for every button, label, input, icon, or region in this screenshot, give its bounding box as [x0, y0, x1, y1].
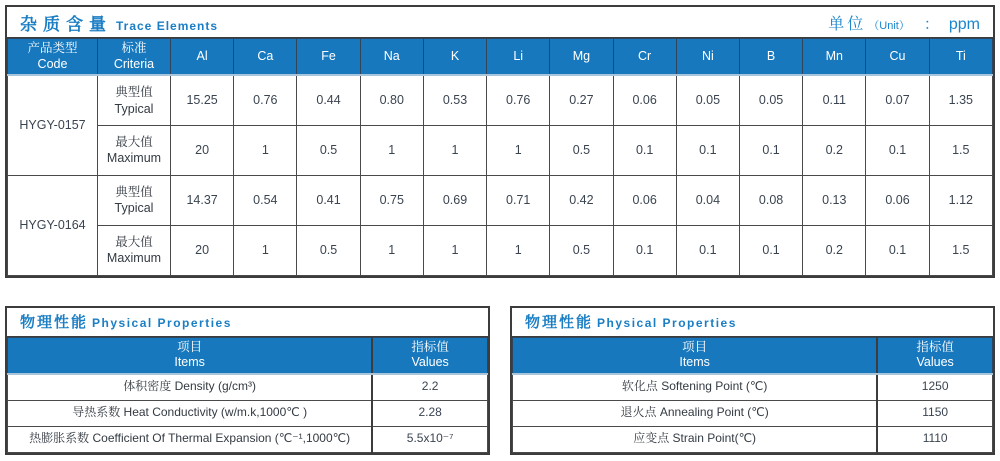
- phys-header-row: [8, 337, 488, 374]
- unit-value: ppm: [948, 15, 980, 33]
- physical-left-table: [7, 337, 488, 453]
- criteria-maximum-en: Maximum: [106, 251, 162, 266]
- col-header-element: Cr: [613, 39, 676, 76]
- table-row: [8, 426, 488, 452]
- trace-value-cell: 1: [487, 225, 550, 275]
- criteria-maximum-zh: 最大值: [115, 135, 153, 149]
- col-header-values-zh: 指标值: [411, 339, 449, 354]
- col-header-code-zh: 产品类型: [27, 41, 78, 55]
- col-header-items: [513, 337, 878, 374]
- col-header-code: [8, 39, 98, 76]
- trace-value-cell: 0.5: [297, 125, 360, 175]
- physical-right-table: [512, 337, 993, 453]
- col-header-criteria-zh: 标准: [121, 41, 147, 55]
- trace-value-cell: 0.1: [739, 125, 802, 175]
- criteria-typical-en: Typical: [114, 101, 154, 116]
- property-value-cell: 2.2: [372, 374, 487, 400]
- col-header-items-en: Items: [679, 355, 710, 370]
- table-row: [513, 426, 993, 452]
- trace-value-cell: 0.27: [550, 75, 613, 125]
- trace-value-cell: 20: [171, 225, 234, 275]
- trace-value-cell: 0.06: [613, 75, 676, 125]
- trace-value-cell: 0.5: [550, 125, 613, 175]
- product-code-cell: HYGY-0164: [8, 175, 98, 275]
- table-row: [8, 75, 993, 125]
- trace-value-cell: 0.76: [234, 75, 297, 125]
- unit-label-zh: 单位: [828, 15, 867, 33]
- col-header-items: [8, 337, 373, 374]
- physical-properties-panel-left: [5, 306, 490, 455]
- col-header-element: Li: [487, 39, 550, 76]
- trace-value-cell: 1: [234, 225, 297, 275]
- trace-title-en: Trace Elements: [116, 18, 219, 33]
- trace-value-cell: 0.04: [676, 175, 739, 225]
- col-header-items-zh: 项目: [682, 339, 708, 354]
- trace-value-cell: 0.42: [550, 175, 613, 225]
- col-header-element: Na: [360, 39, 423, 76]
- trace-value-cell: 0.05: [676, 75, 739, 125]
- col-header-values: [877, 337, 992, 374]
- table-row: [8, 374, 488, 400]
- col-header-element: Ni: [676, 39, 739, 76]
- trace-value-cell: 0.06: [866, 175, 929, 225]
- trace-elements-title-bar: [7, 7, 993, 38]
- trace-value-cell: 1: [423, 225, 486, 275]
- col-header-element: B: [739, 39, 802, 76]
- col-header-element: Ti: [929, 39, 992, 76]
- trace-value-cell: 1: [487, 125, 550, 175]
- trace-value-cell: 0.08: [739, 175, 802, 225]
- physical-right-title-zh: 物理性能: [525, 314, 594, 332]
- trace-value-cell: 1: [360, 225, 423, 275]
- criteria-label-cell: [98, 225, 171, 275]
- criteria-typical-en: Typical: [114, 201, 154, 216]
- trace-value-cell: 0.80: [360, 75, 423, 125]
- property-item-cell: 应变点 Strain Point(℃): [513, 426, 878, 452]
- table-row: [8, 175, 993, 225]
- trace-value-cell: 0.54: [234, 175, 297, 225]
- physical-right-title-bar: [512, 308, 993, 337]
- trace-value-cell: 0.41: [297, 175, 360, 225]
- col-header-criteria: [98, 39, 171, 76]
- property-item-cell: 体积密度 Density (g/cm³): [8, 374, 373, 400]
- col-header-element: Mg: [550, 39, 613, 76]
- col-header-element: Cu: [866, 39, 929, 76]
- table-row: [513, 374, 993, 400]
- criteria-typical-zh: 典型值: [115, 185, 153, 199]
- trace-value-cell: 0.2: [803, 225, 866, 275]
- table-row: [8, 125, 993, 175]
- physical-right-title-en: Physical Properties: [597, 316, 737, 331]
- trace-value-cell: 0.69: [423, 175, 486, 225]
- col-header-code-en: Code: [37, 56, 68, 71]
- trace-value-cell: 0.76: [487, 75, 550, 125]
- trace-value-cell: 1.5: [929, 225, 992, 275]
- trace-elements-table: [7, 38, 993, 276]
- trace-value-cell: 0.71: [487, 175, 550, 225]
- trace-value-cell: 0.1: [676, 225, 739, 275]
- trace-value-cell: 1.5: [929, 125, 992, 175]
- criteria-typical-zh: 典型值: [115, 85, 153, 100]
- col-header-element: K: [423, 39, 486, 76]
- col-header-element: Al: [171, 39, 234, 76]
- trace-header-row: [8, 39, 993, 76]
- trace-value-cell: 1.35: [929, 75, 992, 125]
- col-header-element: Ca: [234, 39, 297, 76]
- trace-value-cell: 0.53: [423, 75, 486, 125]
- trace-value-cell: 20: [171, 125, 234, 175]
- col-header-element: Fe: [297, 39, 360, 76]
- col-header-values-en: Values: [411, 355, 449, 370]
- physical-left-title-bar: [7, 308, 488, 337]
- criteria-label-cell: [98, 125, 171, 175]
- trace-value-cell: 15.25: [171, 75, 234, 125]
- trace-value-cell: 0.06: [613, 175, 676, 225]
- property-value-cell: 2.28: [372, 400, 487, 426]
- col-header-items-en: Items: [174, 355, 205, 370]
- physical-properties-panel-right: [510, 306, 995, 455]
- physical-left-title-en: Physical Properties: [92, 316, 232, 331]
- trace-value-cell: 0.13: [803, 175, 866, 225]
- trace-value-cell: 1: [234, 125, 297, 175]
- criteria-label-cell: [98, 75, 171, 125]
- trace-value-cell: 0.1: [676, 125, 739, 175]
- col-header-values-en: Values: [916, 355, 954, 370]
- table-row: [513, 400, 993, 426]
- trace-value-cell: 0.5: [550, 225, 613, 275]
- product-code-cell: HYGY-0157: [8, 75, 98, 175]
- property-value-cell: 1110: [877, 426, 992, 452]
- col-header-criteria-en: Criteria: [113, 56, 155, 71]
- property-value-cell: 5.5x10⁻⁷: [372, 426, 487, 452]
- trace-elements-panel: [5, 5, 995, 278]
- trace-value-cell: 1.12: [929, 175, 992, 225]
- unit-label-en: （Unit）: [868, 19, 910, 32]
- trace-value-cell: 0.2: [803, 125, 866, 175]
- trace-value-cell: 0.1: [613, 225, 676, 275]
- trace-value-cell: 0.11: [803, 75, 866, 125]
- trace-value-cell: 0.07: [866, 75, 929, 125]
- trace-elements-title: [20, 10, 218, 35]
- criteria-label-cell: [98, 175, 171, 225]
- property-value-cell: 1250: [877, 374, 992, 400]
- criteria-maximum-en: Maximum: [106, 151, 162, 166]
- property-item-cell: 热膨胀系数 Coefficient Of Thermal Expansion (℃⁻¹,1000℃): [8, 426, 373, 452]
- unit-indicator: [828, 11, 980, 34]
- property-item-cell: 退火点 Annealing Point (℃): [513, 400, 878, 426]
- trace-value-cell: 0.1: [866, 125, 929, 175]
- property-item-cell: 软化点 Softening Point (℃): [513, 374, 878, 400]
- table-row: [8, 400, 488, 426]
- trace-value-cell: 0.05: [739, 75, 802, 125]
- col-header-values-zh: 指标值: [916, 339, 954, 354]
- criteria-maximum-zh: 最大值: [115, 235, 153, 249]
- physical-left-title-zh: 物理性能: [20, 314, 89, 332]
- trace-value-cell: 1: [423, 125, 486, 175]
- physical-properties-row: [5, 306, 995, 455]
- trace-value-cell: 0.1: [613, 125, 676, 175]
- trace-value-cell: 0.1: [866, 225, 929, 275]
- col-header-items-zh: 项目: [177, 339, 203, 354]
- table-row: [8, 225, 993, 275]
- unit-colon: ：: [923, 15, 939, 33]
- col-header-element: Mn: [803, 39, 866, 76]
- trace-value-cell: 0.75: [360, 175, 423, 225]
- trace-value-cell: 0.5: [297, 225, 360, 275]
- trace-value-cell: 1: [360, 125, 423, 175]
- col-header-values: [372, 337, 487, 374]
- trace-value-cell: 0.44: [297, 75, 360, 125]
- trace-value-cell: 0.1: [739, 225, 802, 275]
- property-value-cell: 1150: [877, 400, 992, 426]
- trace-title-zh: 杂质含量: [20, 14, 112, 34]
- property-item-cell: 导热系数 Heat Conductivity (w/m.k,1000℃ ): [8, 400, 373, 426]
- phys-header-row: [513, 337, 993, 374]
- trace-value-cell: 14.37: [171, 175, 234, 225]
